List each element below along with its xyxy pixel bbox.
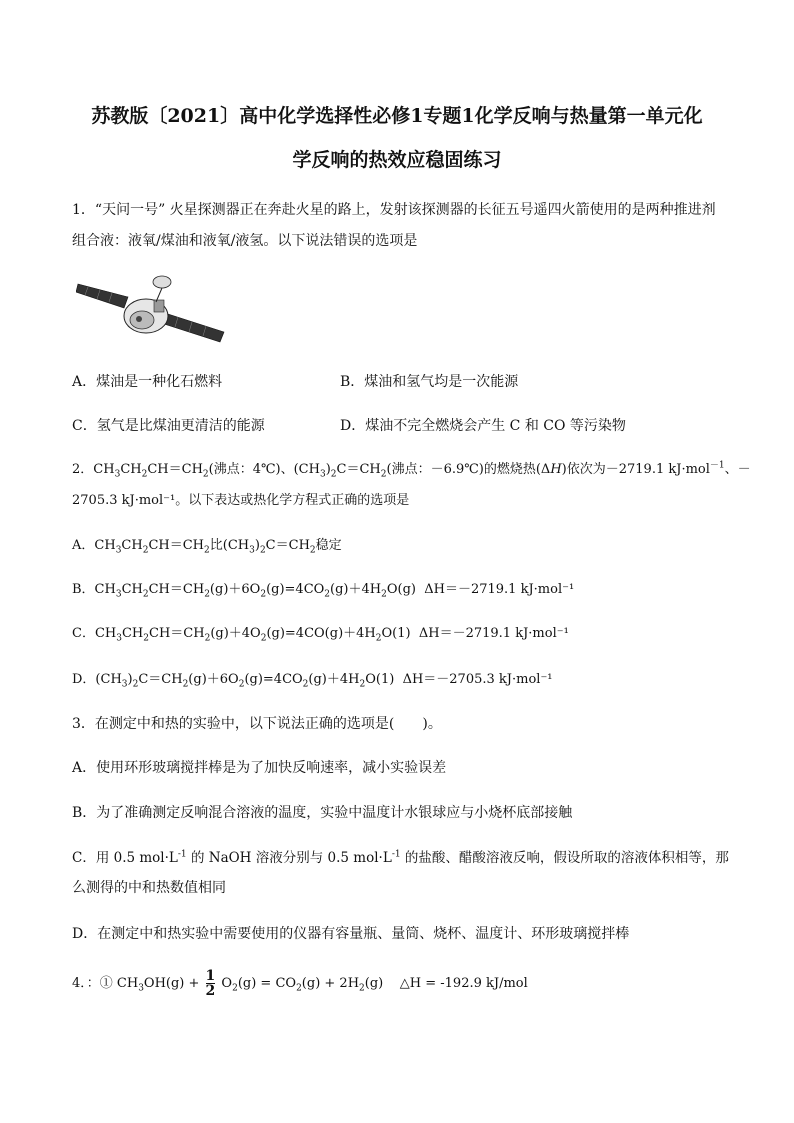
q1-stem-line-1: 1．“天问一号” 火星探测器正在奔赴火星的路上，发射该探测器的长征五号遥四火箭使用的是两种推进剂 bbox=[72, 202, 716, 218]
q3-option-d: D．在测定中和热实验中需要使用的仪器有容量瓶、量筒、烧杯、温度计、环形玻璃搅拌棒 bbox=[72, 926, 630, 942]
document-title-line-2: 学反响的热效应稳固练习 bbox=[292, 149, 502, 171]
q2-option-c: C．$CH_3CH_2CH=CH_2(g)+4O_2(g)=4CO(g)+4H_2O(1)$ ΔH＝－2719.1 kJ·mol⁻¹ bbox=[72, 626, 569, 644]
one-half-fraction: $\frac{1}{2}$ bbox=[205, 968, 216, 999]
q3-option-b: B．为了准确测定反响混合溶液的温度，实验中温度计水银球应与小烧杯底部接触 bbox=[72, 805, 573, 821]
q2-option-a: A．$CH_3CH_2CH=CH_2$比$(CH_3)_2C=CH_2$稳定 bbox=[72, 538, 342, 556]
document-title-line-1: 苏教版〔2021〕高中化学选择性必修1专题1化学反响与热量第一单元化 bbox=[91, 105, 703, 127]
q4-equation: 4．：① $CH_3OH(g)$ + $\frac{1}{2}$ $O_2(g) = CO_2(g) + 2H_2(g)$ △H = -192.9 kJ/mol bbox=[72, 968, 528, 999]
q1-option-c: C．氢气是比煤油更清洁的能源 bbox=[72, 418, 265, 434]
q1-stem-line-2: 组合液：液氧/煤油和液氧/液氢。以下说法错误的选项是 bbox=[72, 233, 418, 249]
q3-stem: 3．在测定中和热的实验中，以下说法正确的选项是( )。 bbox=[72, 716, 442, 732]
q3-option-c-line-2: 么测得的中和热数值相同 bbox=[72, 880, 226, 896]
q2-stem-line-1: 2．$CH_3CH_2CH=CH_2$(沸点：4℃)、$(CH_3)_2C=CH_2$(沸点：－6.9℃)的燃烧热(ΔH)依次为－2719.1 kJ·mol$^{-1}$、－ bbox=[72, 460, 751, 480]
q1-option-a: A．煤油是一种化石燃料 bbox=[72, 374, 223, 390]
q3-option-c-line-1: C．用 0.5 $mol\cdot L^{-1}$ 的 NaOH 溶液分别与 0.5 $mol\cdot L^{-1}$ 的盐酸、醋酸溶液反响，假设所取的溶液体积相等，那 bbox=[72, 849, 729, 866]
q1-option-b: B．煤油和氢气均是一次能源 bbox=[340, 374, 519, 390]
q1-option-d: D．煤油不完全燃烧会产生 C 和 CO 等污染物 bbox=[340, 418, 626, 434]
q3-option-a: A．使用环形玻璃搅拌棒是为了加快反响速率，减小实验误差 bbox=[72, 760, 447, 776]
q2-stem-line-2: 2705.3 kJ·mol⁻¹。以下表达或热化学方程式正确的选项是 bbox=[72, 493, 410, 508]
q2-option-d: D．$(CH_3)_2C=CH_2(g)+6O_2(g)=4CO_2(g)+4H_2O(1)$ ΔH＝－2705.3 kJ·mol⁻¹ bbox=[72, 672, 553, 690]
satellite-image bbox=[76, 270, 228, 348]
q2-option-b: B．$CH_3CH_2CH=CH_2(g)+6O_2(g)=4CO_2(g)+4H_2O(g)$ ΔH＝－2719.1 kJ·mol⁻¹ bbox=[72, 582, 575, 600]
